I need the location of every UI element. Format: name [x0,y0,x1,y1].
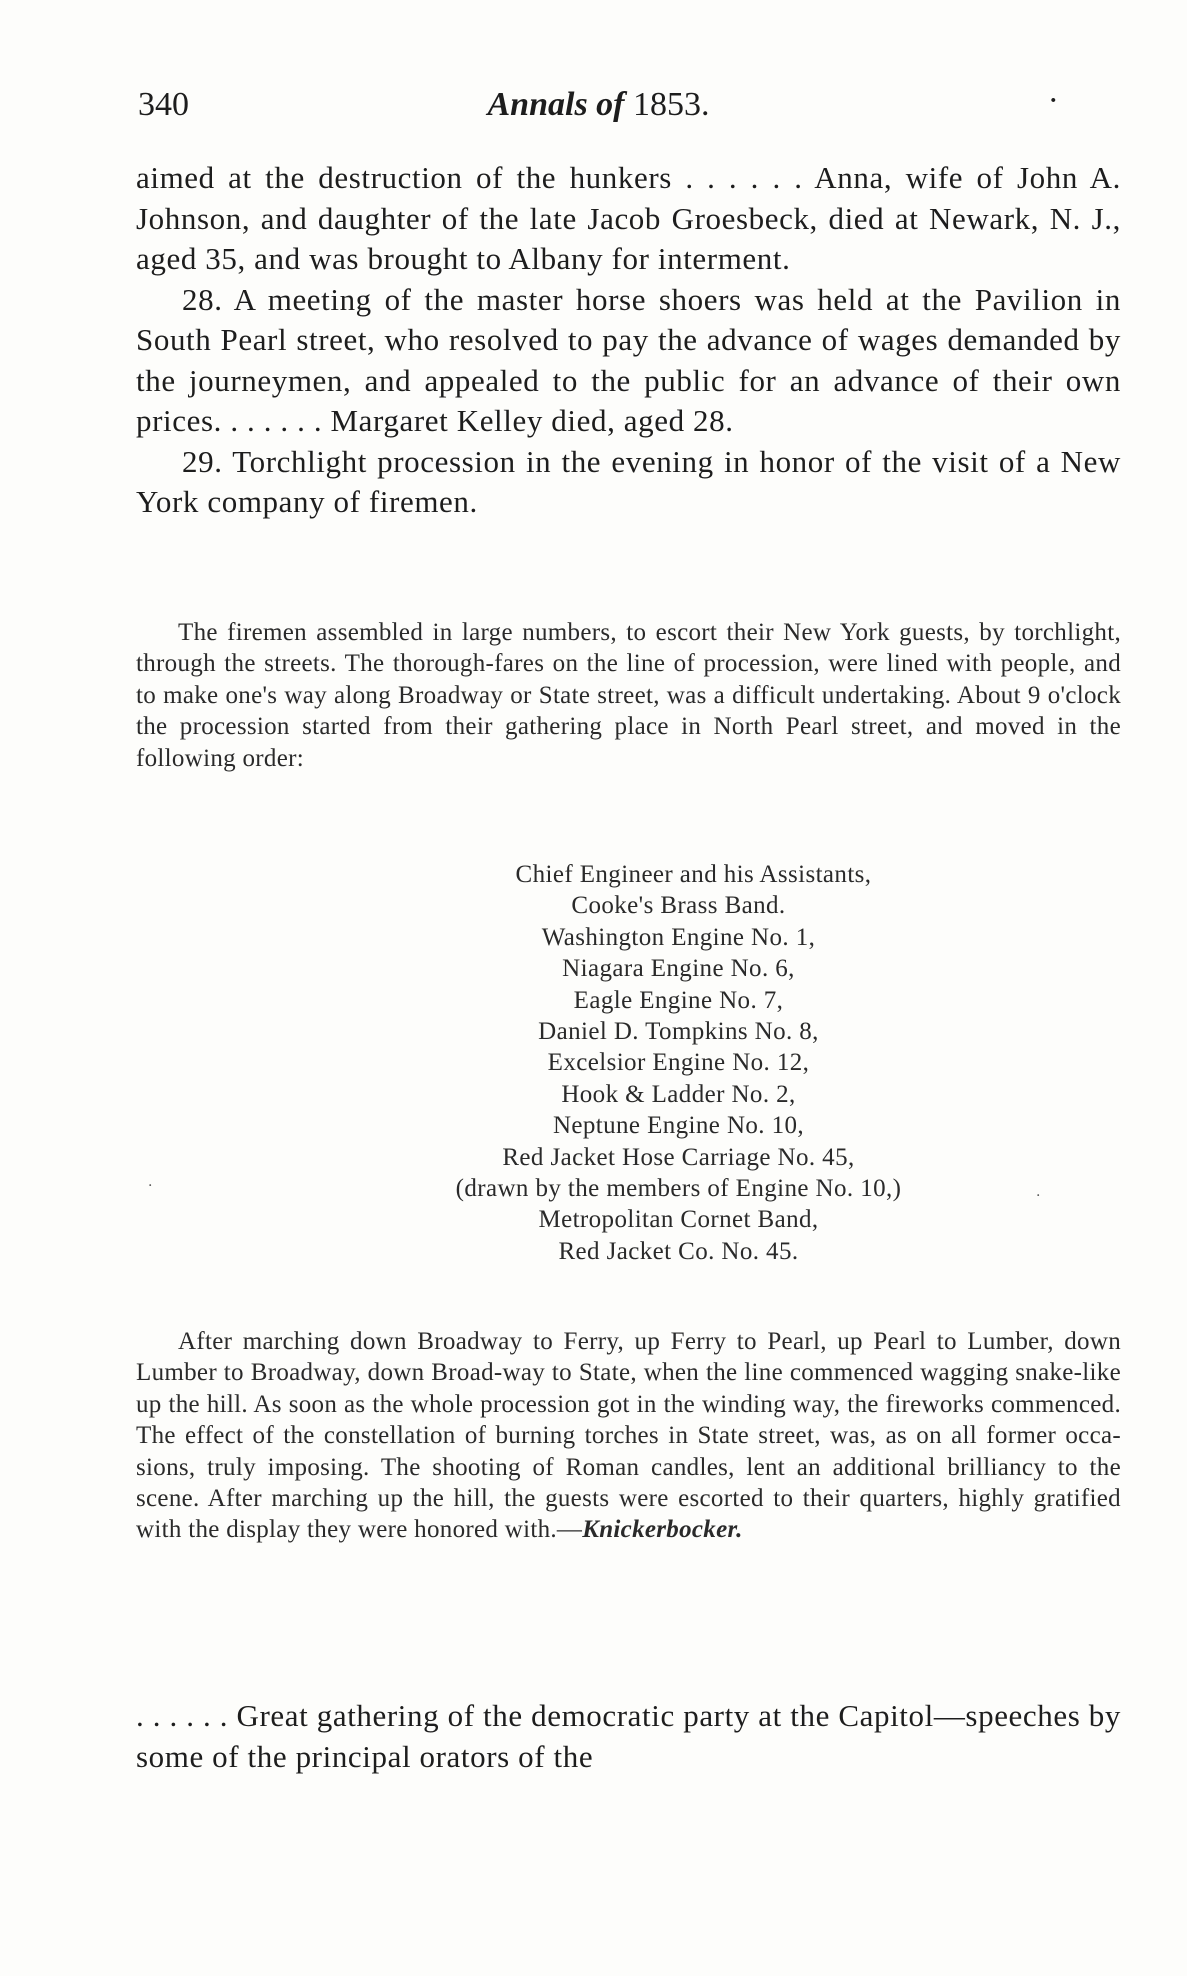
header-dot: · [1047,82,1059,119]
procession-item: Excelsior Engine No. 12, [547,1049,810,1077]
procession-order-list [136,859,1121,1267]
paragraph-continued: aimed at the destruction of the hunkers . . . . . . Anna, wife of John A. Johnson, and daughter of the late Jacob Groesbeck, died at Newark, N. J., aged 35, and was brought to Albany for interment. [136,160,1121,276]
extract-body-content: After marching down Broadway to Ferry, up Ferry to Pearl, up Pearl to Lumber, down Lumber to Broadway, down Broad-way to State, when the line commenced wagging snake-like up the hill. As soon as the whole procession got in the winding way, the fireworks commenced. The effect of the constellation of burning torches in State street, was, as on all former occa-sions, truly imposing. The shooting of Roman candles, lent an additional brilliancy to the scene. After marching up the hill, the guests were escorted to their quarters, highly gratified with the display they were honored with.— [136,1328,1121,1544]
stray-print-mark: · [148,1178,153,1194]
procession-item: Daniel D. Tompkins No. 8, [538,1018,819,1046]
procession-item: Hook & Ladder No. 2, [561,1080,796,1108]
procession-item: Chief Engineer and his Assistants, [515,861,872,888]
paragraph-entry-28: 28. A meeting of the master horse shoers was held at the Pavilion in South Pearl street, who resolved to pay the advance of wages demanded by the journeymen, and appealed to the public for an advance of their own prices. . . . . . . Margaret Kelley died, aged 28. [136,281,1121,438]
procession-item: (drawn by the members of Engine No. 10,) [455,1175,902,1203]
page-header [138,82,1059,132]
top-entries [136,158,1121,523]
paragraph-closing: . . . . . . Great gathering of the democratic party at the Capitol—speeches by some of the principal orators of the [136,1698,1121,1774]
procession-item: Eagle Engine No. 7, [573,986,784,1014]
procession-item: Neptune Engine No. 10, [552,1112,805,1140]
extract-attribution: Knickerbocker. [582,1516,743,1544]
running-head-year: 1853. [633,86,710,123]
page-number: 340 [138,86,189,123]
procession-item: Metropolitan Cornet Band, [538,1206,819,1234]
running-head [138,86,1059,124]
extract-intro [136,617,1121,774]
closing-entry [136,1696,1121,1777]
extract-intro-text: The firemen assembled in large numbers, to escort their New York guests, by torchlight, through the streets. The thorough-fares on the line of procession, were lined with people, and to make one's way along Broadway or State street, was a difficult undertaking. About 9 o'clock the procession started from their gathering place in North Pearl street, and moved in the following order: [136,619,1121,772]
running-head-title: Annals of [487,86,625,123]
procession-item: Washington Engine No. 1, [541,923,816,951]
stray-print-mark: · [1036,1188,1041,1204]
extract-body-text [136,1326,1121,1546]
procession-item: Niagara Engine No. 6, [562,955,795,983]
procession-item: Red Jacket Hose Carriage No. 45, [502,1143,855,1171]
extract-body [136,1326,1121,1546]
procession-item: Red Jacket Co. No. 45. [558,1237,799,1265]
procession-item: Cooke's Brass Band. [571,892,786,920]
paragraph-entry-29: 29. Torchlight procession in the evening in honor of the visit of a New York company of firemen. [136,443,1121,519]
